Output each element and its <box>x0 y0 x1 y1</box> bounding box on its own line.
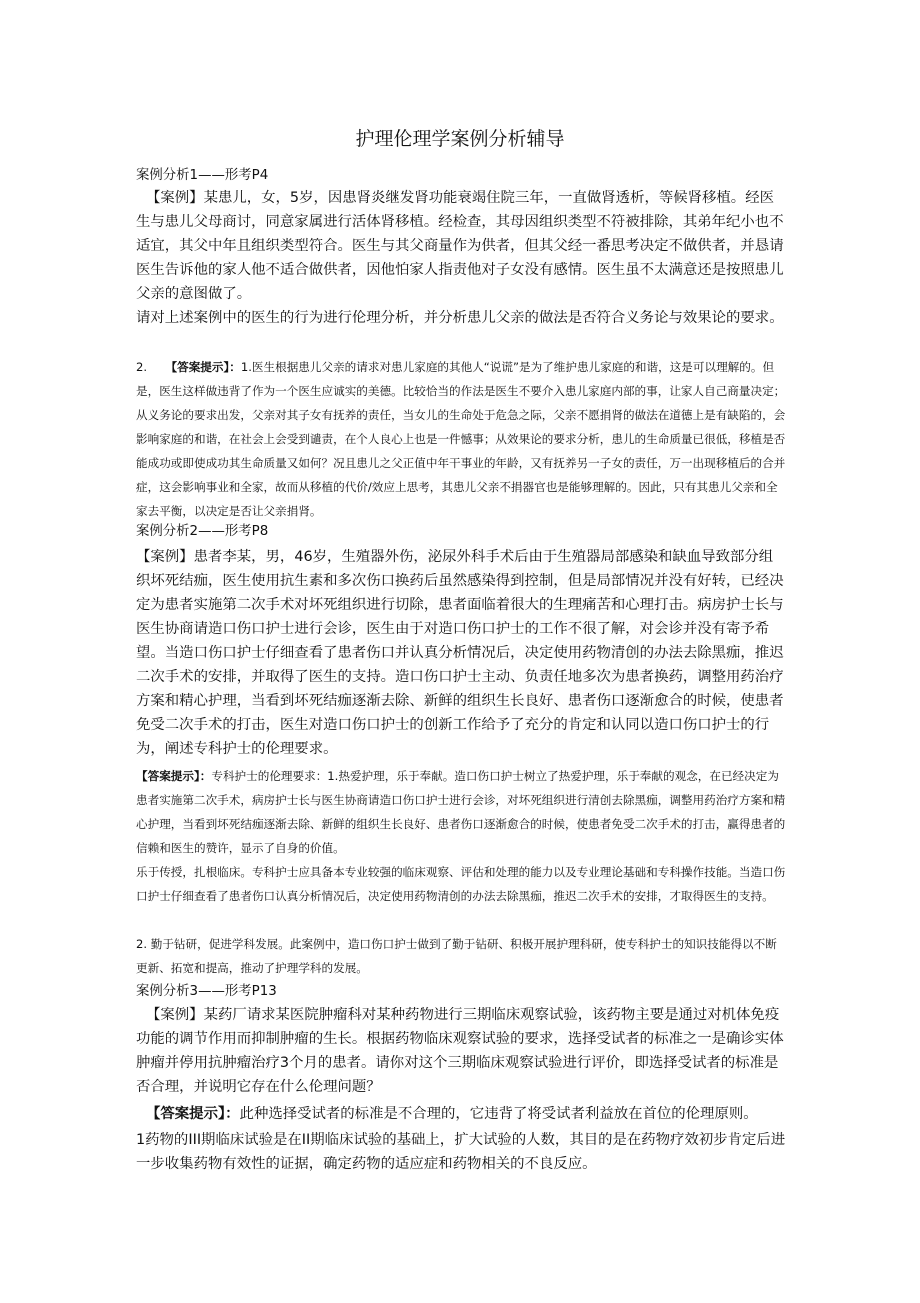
case2-answer-paragraph-3: 2. 勤于钻研，促进学科发展。此案例中，造口伤口护士做到了勤于钻研、积极开展护理科研，使专科护士的知识技能得以不断更新、拓宽和提高，推动了护理学科的发展。 <box>136 937 777 975</box>
case3-heading: 案例分析3——形考P13 <box>136 984 277 999</box>
case1-case-text: 某患儿，女，5岁，因患肾炎继发肾功能衰竭住院三年，一直做肾透析，等候肾移植。经医生与患儿父母商讨，同意家属进行活体肾移植。经检查，其母因组织类型不符被排除，其弟年纪小也不适宜，其父中年且组织类型符合。医生与其父商量作为供者，但其父经一番思考决定不做供者，并恳请医生告诉他的家人他不适合做供者，因他怕家人指责他对子女没有感情。医生虽不太满意还是按照患儿父亲的意图做了。 <box>136 190 784 302</box>
case1-answer-text: 1.医生根据患儿父亲的请求对患儿家庭的其他人“说谎”是为了维护患儿家庭的和谐，这是可以理解的。但是，医生这样做违背了作为一个医生应诚实的美德。比较恰当的作法是医生不要介入患儿家庭内部的事，让家人自己商量决定；从义务论的要求出发，父亲对其子女有抚养的责任，当女儿的生命处于危急之际，父亲不愿捐肾的做法在道德上是有缺陷的，会影响家庭的和谐，在社会上会受到谴责，在个人良心上也是一件憾事；从效果论的要求分析，患儿的生命质量已很低，移植是否能成功或即使成功其生命质量又如何？况且患儿之父正值中年干事业的年龄，又有抚养另一子女的责任，万一出现移植后的合并症，这会影响事业和全家，故而从移植的代价/效应上思考，其患儿父亲不捐器官也是能够理解的。因此，只有其患儿父亲和全家去平衡，以决定是否让父亲捐肾。 <box>136 360 786 518</box>
case2-heading: 案例分析2——形考P8 <box>136 524 269 539</box>
case2-case-label: 【案例】 <box>136 549 194 565</box>
case3-answer-label: 【答案提示】： <box>146 1106 240 1122</box>
case1-case-paragraph <box>136 186 786 306</box>
case3-answer-paragraph-1 <box>136 1102 786 1126</box>
case2-case-paragraph <box>136 545 786 761</box>
case1-heading: 案例分析1——形考P4 <box>136 168 269 183</box>
case1-answer-label: 【答案提示】： <box>165 360 241 374</box>
case3-case-text: 某药厂请求某医院肿瘤科对某种药物进行三期临床观察试验，该药物主要是通过对机体免疫功能的调节作用而抑制肿瘤的生长。根据药物临床观察试验的要求，选择受试者的标准之一是确诊实体肿瘤并停用抗肿瘤治疗3个月的患者。请你对这个三期临床观察试验进行评价，即选择受试者的标准是否合理，并说明它存在什么伦理问题？ <box>136 1007 784 1095</box>
document-title: 护理伦理学案例分析辅导 <box>355 128 565 150</box>
case3-answer-text: 此种选择受试者的标准是不合理的，它违背了将受试者利益放在首位的伦理原则。 <box>239 1106 758 1122</box>
case2-answer-paragraph-2: 乐于传授，扎根临床。专科护士应具备本专业较强的临床观察、评估和处理的能力以及专业理论基础和专科操作技能。当造口伤口护士仔细查看了患者伤口认真分析情况后，决定使用药物清创的办法去除黑痂，推迟二次手术的安排，才取得医生的支持。 <box>136 865 786 903</box>
case1-answer-number: 2. <box>136 360 148 374</box>
case3-case-label: 【案例】 <box>146 1007 204 1023</box>
case2-answer-text-1: 专科护士的伦理要求：1.热爱护理，乐于奉献。造口伤口护士树立了热爱护理，乐于奉献的观念，在已经决定为患者实施第二次手术，病房护士长与医生协商请造口伤口护士进行会诊，对坏死组织进行清创去除黑痂，调整用药治疗方案和精心护理，当看到坏死结痂逐渐去除、新鲜的组织生长良好、患者伤口逐渐愈合的时候，使患者免受二次手术的打击，赢得患者的信赖和医生的赞许，显示了自身的价值。 <box>136 769 786 855</box>
case2-answer-label: 【答案提示】： <box>136 769 212 783</box>
case1-answer-paragraph <box>136 355 786 523</box>
case1-case-label: 【案例】 <box>146 190 204 206</box>
case3-answer-paragraph-2: 1药物的III期临床试验是在II期临床试验的基础上，扩大试验的人数，其目的是在药物疗效初步肯定后进一步收集药物有效性的证据，确定药物的适应症和药物相关的不良反应。 <box>136 1132 786 1172</box>
case1-question: 请对上述案例中的医生的行为进行伦理分析，并分析患儿父亲的做法是否符合义务论与效果论的要求。 <box>136 310 784 326</box>
case2-answer-paragraph-1 <box>136 764 786 860</box>
case2-case-text: 患者李某，男，46岁，生殖器外伤，泌尿外科手术后由于生殖器局部感染和缺血导致部分组织坏死结痂，医生使用抗生素和多次伤口换药后虽然感染得到控制，但是局部情况并没有好转，已经决定为患者实施第二次手术对坏死组织进行切除，患者面临着很大的生理痛苦和心理打击。病房护士长与医生协商请造口伤口护士进行会诊，医生由于对造口伤口护士的工作不很了解，对会诊并没有寄予希望。当造口伤口护士仔细查看了患者伤口并认真分析情况后，决定使用药物清创的办法去除黑痂，推迟二次手术的安排，并取得了医生的支持。造口伤口护士主动、负责任地多次为患者换药，调整用药治疗方案和精心护理，当看到坏死结痂逐渐去除、新鲜的组织生长良好、患者伤口逐渐愈合的时候，使患者免受二次手术的打击，医生对造口伤口护士的创新工作给予了充分的肯定和认同以造口伤口护士的行为，阐述专科护士的伦理要求。 <box>136 549 784 757</box>
case3-case-paragraph <box>136 1003 786 1099</box>
